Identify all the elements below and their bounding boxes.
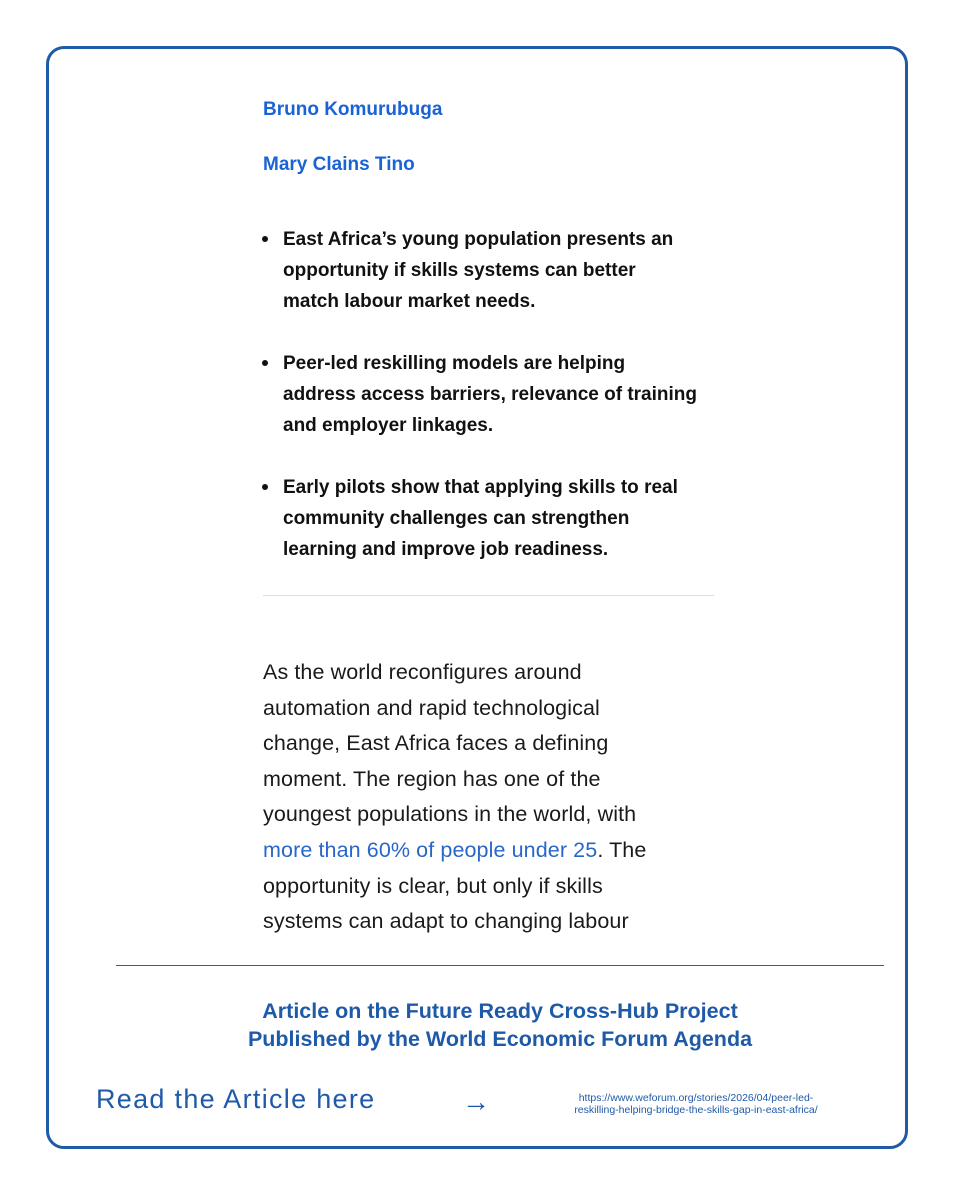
key-point-line: Peer-led reskilling models are helping xyxy=(283,353,626,374)
key-point-line: East Africa’s young population presents an xyxy=(283,229,674,250)
key-point xyxy=(262,224,732,317)
key-point-line: and employer linkages. xyxy=(283,415,494,436)
article-caption xyxy=(116,997,884,1053)
key-point-line: opportunity if skills systems can better xyxy=(283,260,636,281)
divider xyxy=(263,595,714,596)
article-url-link[interactable] xyxy=(500,1092,892,1116)
key-point-line: address access barriers, relevance of training xyxy=(283,384,697,405)
author-name[interactable]: Mary Clains Tino xyxy=(263,154,415,175)
body-text-fragment: . The xyxy=(597,837,647,862)
key-point-line: match labour market needs. xyxy=(283,291,536,312)
read-article-label: Read the Article here xyxy=(96,1084,376,1114)
card-frame xyxy=(46,46,908,1149)
body-line: systems can adapt to changing labour xyxy=(263,909,629,934)
article-body xyxy=(263,655,693,940)
bullet-icon xyxy=(262,360,268,366)
body-line: change, East Africa faces a defining xyxy=(263,731,609,756)
caption-line: Article on the Future Ready Cross-Hub Project xyxy=(262,999,738,1023)
key-point-line: community challenges can strengthen xyxy=(283,508,630,529)
body-line: moment. The region has one of the xyxy=(263,766,601,791)
key-point xyxy=(262,472,732,565)
author-name[interactable]: Bruno Komurubuga xyxy=(263,99,443,120)
key-point xyxy=(262,348,732,441)
divider xyxy=(116,965,884,966)
bullet-icon xyxy=(262,484,268,490)
caption-line: Published by the World Economic Forum Agenda xyxy=(247,1027,753,1051)
url-line: https://www.weforum.org/stories/2026/04/peer-led- xyxy=(578,1092,814,1104)
body-line-with-link xyxy=(263,833,693,869)
statistic-link[interactable]: more than 60% of people under 25 xyxy=(263,837,598,862)
body-line: automation and rapid technological xyxy=(263,695,600,720)
key-point-line: Early pilots show that applying skills to real xyxy=(283,477,678,498)
key-point-line: learning and improve job readiness. xyxy=(283,539,609,560)
body-line: As the world reconfigures around xyxy=(263,660,582,684)
body-line: youngest populations in the world, with xyxy=(263,802,637,827)
url-line: reskilling-helping-bridge-the-skills-gap-in-east-africa/ xyxy=(574,1104,818,1116)
arrow-right-icon: → xyxy=(462,1086,490,1117)
bullet-icon xyxy=(262,236,268,242)
key-points-list xyxy=(262,224,732,596)
body-line: opportunity is clear, but only if skills xyxy=(263,873,603,898)
